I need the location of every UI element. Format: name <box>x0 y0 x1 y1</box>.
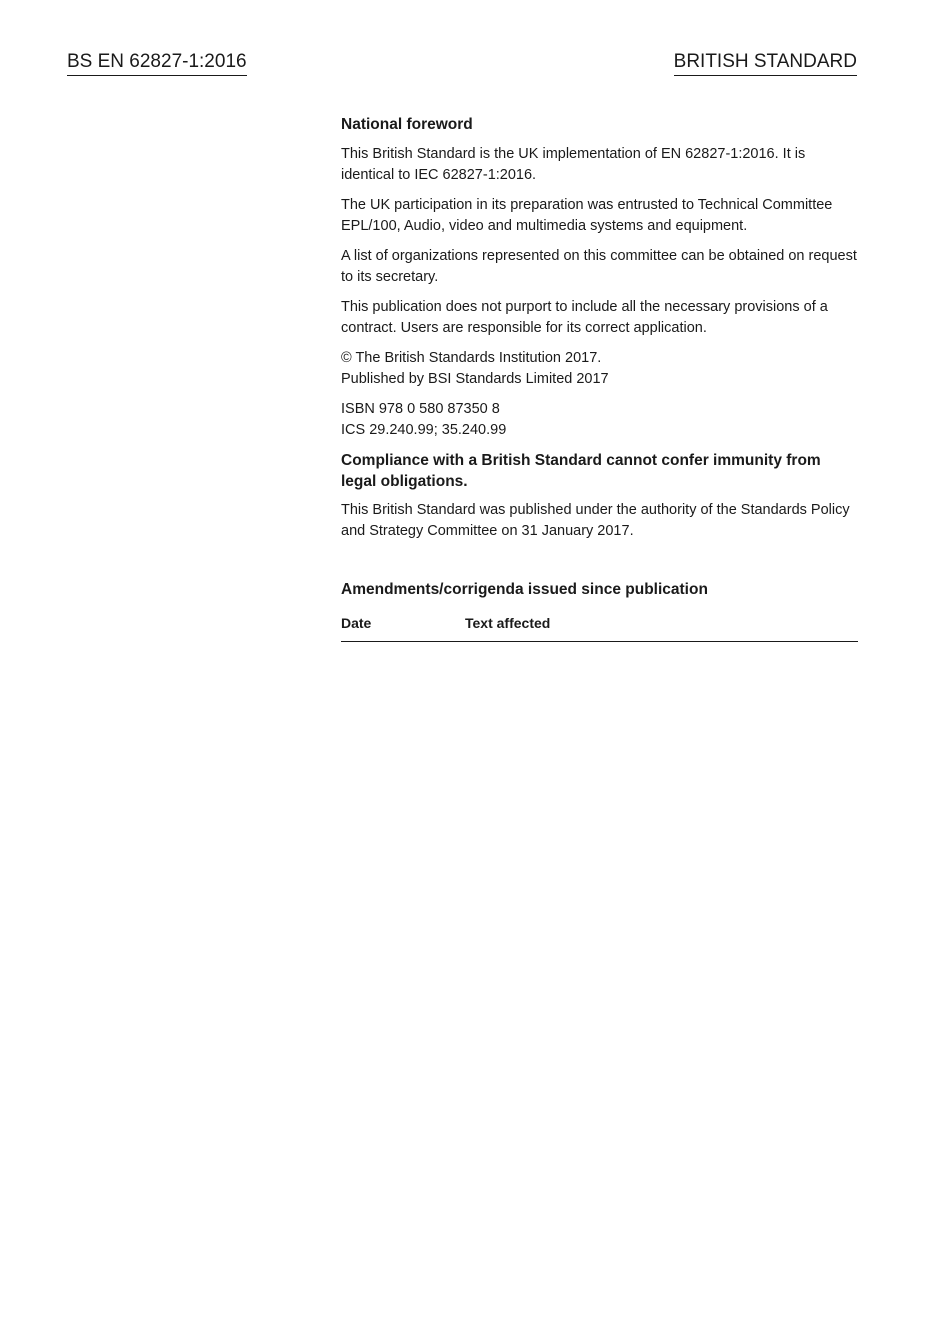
foreword-section <box>341 114 858 642</box>
amendments-table-header <box>341 613 858 642</box>
identifiers-block <box>341 399 858 440</box>
foreword-paragraph-provisions: This publication does not purport to include all the necessary provisions of a contract. Users are responsible for its correct application. <box>341 299 828 336</box>
authority-statement: This British Standard was published under the authority of the Standards Policy and Strategy Committee on 31 January 2017. <box>341 502 850 539</box>
foreword-title: National foreword <box>341 116 473 133</box>
column-header-date: Date <box>341 615 372 631</box>
column-header-text-affected: Text affected <box>465 615 551 631</box>
copyright-line: © The British Standards Institution 2017. <box>341 350 602 366</box>
ics-line: ICS 29.240.99; 35.240.99 <box>341 421 507 438</box>
amendments-title: Amendments/corrigenda issued since publication <box>341 581 708 598</box>
isbn-line: ISBN 978 0 580 87350 8 <box>341 401 500 417</box>
foreword-paragraph-organizations: A list of organizations represented on this committee can be obtained on request to its secretary. <box>341 248 857 285</box>
compliance-statement: Compliance with a British Standard cannot confer immunity from legal obligations. <box>341 452 821 490</box>
document-id: BS EN 62827-1:2016 <box>67 50 247 76</box>
foreword-paragraph-implementation: This British Standard is the UK implementation of EN 62827-1:2016. It is identical to IEC 62827-1:2016. <box>341 146 806 183</box>
document-type: BRITISH STANDARD <box>674 50 857 76</box>
publisher-line: Published by BSI Standards Limited 2017 <box>341 370 609 387</box>
copyright-block <box>341 348 858 389</box>
foreword-paragraph-committee: The UK participation in its preparation was entrusted to Technical Committee EPL/100, Audio, video and multimedia systems and equipment. <box>341 197 833 234</box>
